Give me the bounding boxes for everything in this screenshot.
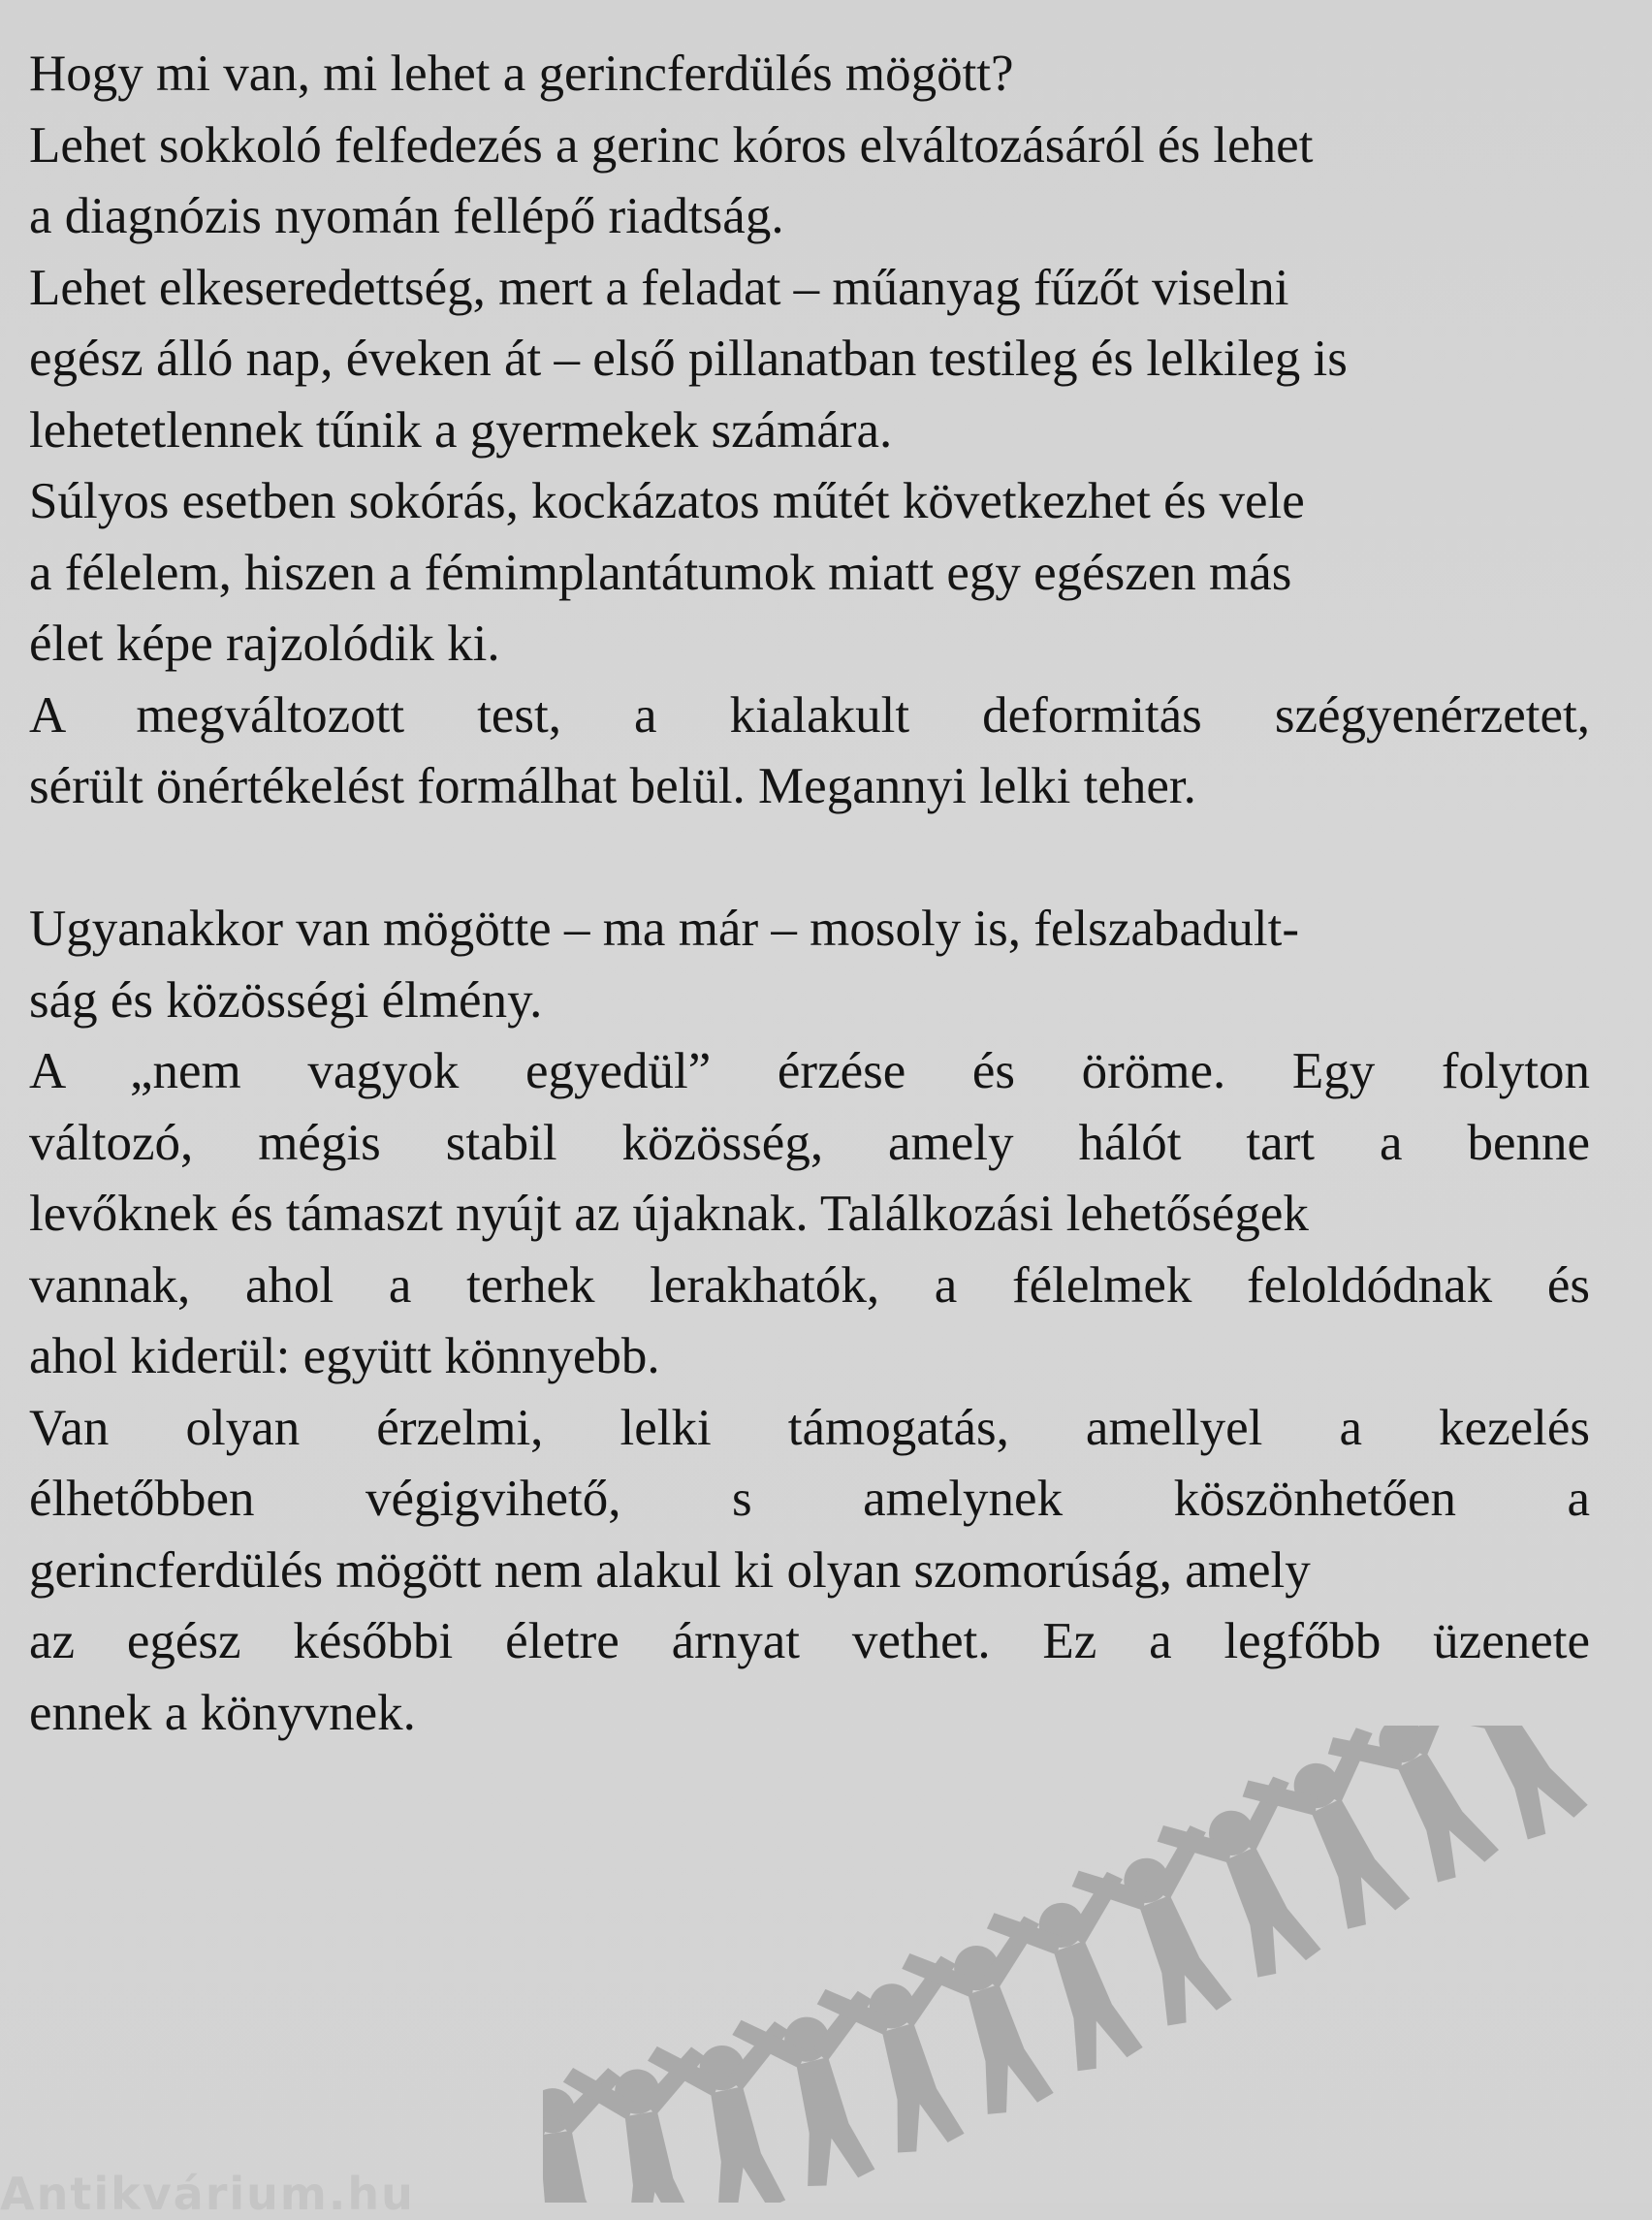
text-line: változó, mégis stabil közösség, amely hálót tart a benne — [29, 1114, 1590, 1171]
text-line: ahol kiderül: együtt könnyebb. — [29, 1328, 660, 1384]
text-line: a félelem, hiszen a fémimplantátumok miatt egy egészen más — [29, 544, 1292, 601]
text-line: az egész későbbi életre árnyat vethet. Ez a legfőbb üzenete — [29, 1613, 1590, 1669]
body-text — [29, 39, 1590, 1749]
text-line: A „nem vagyok egyedül” érzése és öröme. Egy folyton — [29, 1043, 1590, 1099]
text-line: a diagnózis nyomán fellépő riadtság. — [29, 188, 784, 244]
paragraph-1 — [29, 39, 1590, 823]
text-line: gerincferdülés mögött nem alakul ki olyan szomorúság, amely — [29, 1541, 1311, 1599]
paragraph-2 — [29, 894, 1590, 1749]
text-line: ság és közösségi élmény. — [29, 971, 543, 1029]
text-line: levőknek és támaszt nyújt az újaknak. Találkozási lehetőségek — [29, 1186, 1309, 1242]
text-line: sérült önértékelést formálhat belül. Megannyi lelki teher. — [29, 758, 1196, 814]
text-line: Lehet sokkoló felfedezés a gerinc kóros elváltozásáról és lehet — [29, 116, 1314, 174]
watermark: Antikvárium.hu — [0, 2168, 415, 2220]
human-chain-icon — [543, 1726, 1652, 2203]
text-line: ennek a könyvnek. — [29, 1684, 416, 1741]
text-line: Hogy mi van, mi lehet a gerincferdülés mögött? — [29, 46, 1014, 102]
text-line: A megváltozott test, a kialakult deformitás szégyenérzetet, — [29, 686, 1590, 744]
text-line: vannak, ahol a terhek lerakhatók, a félelmek feloldódnak és — [29, 1256, 1590, 1314]
text-line: egész álló nap, éveken át – első pillanatban testileg és lelkileg is — [29, 331, 1348, 387]
text-line: Ugyanakkor van mögötte – ma már – mosoly is, felszabadult- — [29, 901, 1299, 957]
text-line: Lehet elkeseredettség, mert a feladat – műanyag fűzőt viselni — [29, 259, 1289, 316]
paragraph-gap — [29, 823, 1590, 895]
text-line: Van olyan érzelmi, lelki támogatás, amellyel a kezelés — [29, 1399, 1590, 1456]
text-line: élhetőbben végigvihető, s amelynek köszönhetően a — [29, 1471, 1590, 1527]
text-line: lehetetlennek tűnik a gyermekek számára. — [29, 401, 893, 459]
text-line: élet képe rajzolódik ki. — [29, 616, 500, 672]
text-line: Súlyos esetben sokórás, kockázatos műtét következhet és vele — [29, 473, 1305, 529]
